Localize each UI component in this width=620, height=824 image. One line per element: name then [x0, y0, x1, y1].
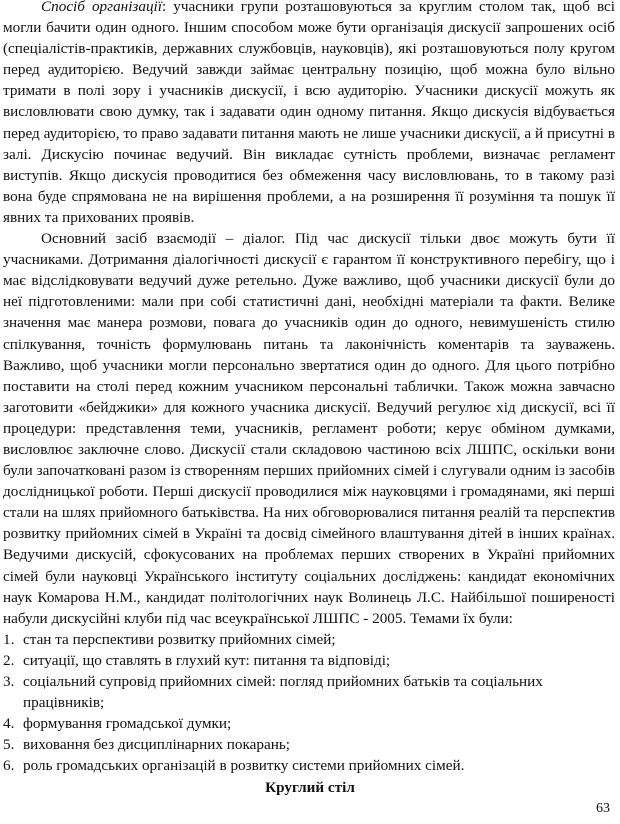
- section-heading: Круглий стіл: [265, 779, 355, 796]
- list-item-text: виховання без дисциплінарних покарань;: [23, 736, 291, 754]
- list-item: [3, 671, 615, 713]
- list-item-number: 3.: [3, 673, 15, 690]
- list-item-number: 1.: [3, 630, 15, 648]
- list-item-text: роль громадських організацій в розвитку системи прийомних сімей.: [23, 757, 465, 775]
- list-item: [3, 755, 615, 776]
- list-item: [3, 734, 615, 755]
- paragraph-lead-italic: Спосіб організації: [41, 0, 162, 15]
- list-item-number: 4.: [3, 715, 15, 733]
- list-item: [3, 629, 615, 650]
- page-number: 63: [596, 801, 610, 816]
- paragraph-dialogue: Основний засіб взаємодії – діалог. Під час дискусії тільки двоє можуть бути її учасниками. Дотримання діалогічності дискусії є гарантом її конструктивного перебігу, що і має відслідковувати ведучий дуже ретельно. Дуже важливо, щоб учасники дискусії були до неї підготовленими: мали при собі статистичні дані, необхідні матеріали та факти. Велике значення має манера розмови, повага до учасників один до одного, невимушеність стилю спілкування, точність формулювань питань та лаконічність коментарів та зауважень. Важливо, щоб учасники могли персонально звертатися один до одного. Для цього потрібно поставити на столі перед кожним учасником персональні таблички. Також можна завчасно заготовити «бейджики» для кожного учасника дискусії. Ведучий регулює хід дискусії, всі її процедури: представлення теми, учасників, регламент роботи; керує обміном думками, висловлює заключне слово. Дискусії стали складовою частиною всіх ЛШПС, оскільки вони були започатковані разом із створенням перших прийомних сімей і слугували одним із засобів дослідницької роботи. Перші дискусії проводилися між науковцями і громадянами, які перші стали на шлях прийомного батьківства. На них обговорювалися питання реалій та перспектив розвитку прийомних сімей в Україні та досвід сімейного влаштування дітей в інших країнах. Ведучими дискусій, сфокусованих на проблемах перших створених в Україні прийомних сімей були науковці Українського інституту соціальних досліджень: кандидат економічних наук Комарова Н.М., кандидат політологічних наук Волинець Л.С. Найбільшої поширеності набули дискусійні клуби під час всеукраїнської ЛШПС - 2005. Темами їх були:: [3, 230, 615, 627]
- list-item: [3, 713, 615, 734]
- body-text: [3, 0, 615, 776]
- paragraph-text: : учасники групи розташовуються за круглим столом так, щоб всі могли бачити один одного. Іншим способом може бути організація дискусії запрошених осіб (спеціалістів-практиків, державних службовців, науковців), які розташовуються полу кругом перед аудиторією. Ведучий завжди займає центральну позицію, щоб можна було вільно тримати в полі зору і учасників дискусії, і всю аудиторію. Учасники дискусії можуть як висловлювати свою думку, так і задавати один одному питання. Якщо дискусія відбувається перед аудиторією, то право задавати питання мають не лише учасники дискусії, а й присутні в залі. Дискусію починає ведучий. Він викладає сутність проблеми, визначає регламент виступів. Якщо дискусія проводитися без обмеження часу висловлювань, то в такому разі вона буде спрямована не на вирішення проблеми, а на розширення її розуміння та пошук її явних та прихованих проявів.: [3, 0, 615, 226]
- list-item-number: 6.: [3, 757, 15, 775]
- list-item-text: ситуації, що ставлять в глухий кут: питання та відповіді;: [23, 651, 391, 669]
- list-item: [3, 650, 615, 671]
- topics-list: [3, 629, 615, 777]
- list-item-number: 5.: [3, 736, 15, 754]
- list-item-text: стан та перспективи розвитку прийомних сімей;: [23, 630, 336, 648]
- list-item-text: соціальний супровід прийомних сімей: погляд прийомних батьків та соціальних працівників;: [23, 673, 543, 712]
- list-item-number: 2.: [3, 651, 15, 669]
- paragraph-organization: [3, 0, 615, 228]
- list-item-text: формування громадської думки;: [23, 715, 232, 733]
